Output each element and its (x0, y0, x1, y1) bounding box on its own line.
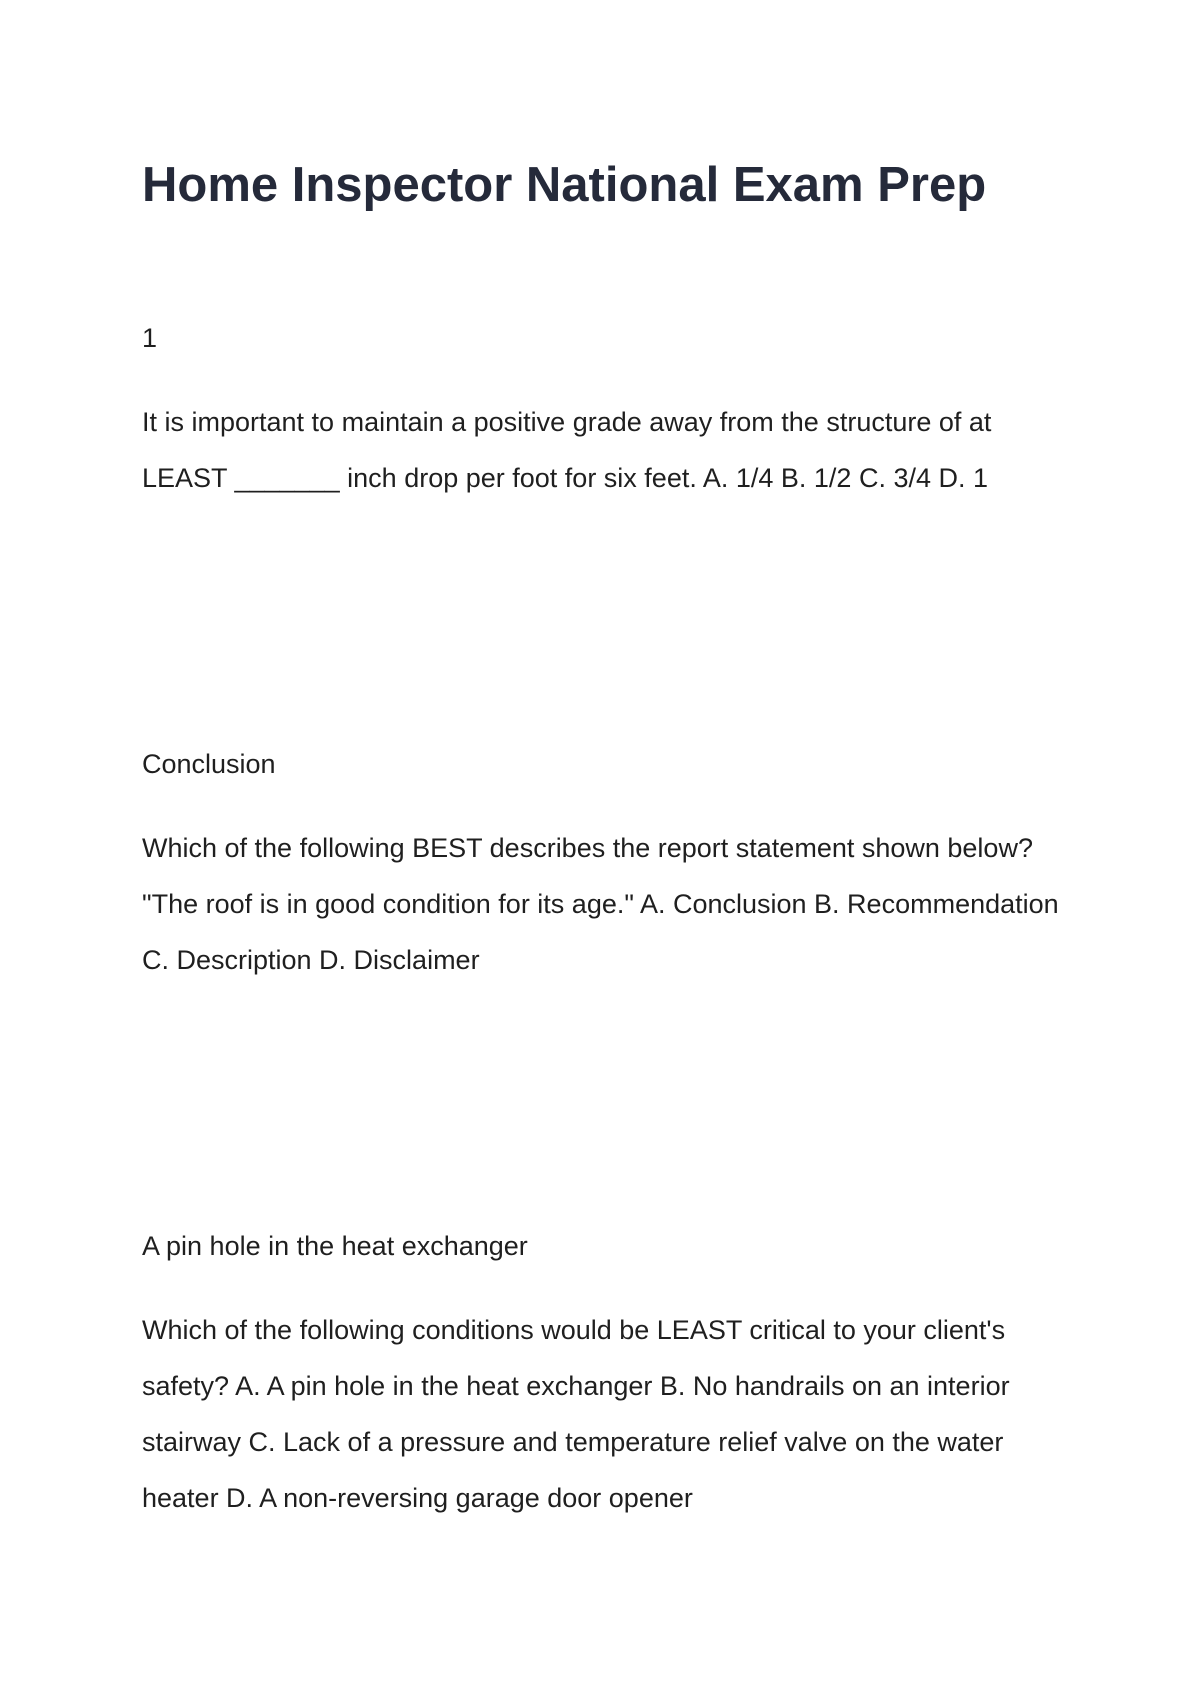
flashcard-question: Which of the following conditions would be LEAST critical to your client's safety? A. A pin hole in the heat exchanger B. No handrails on an interior stairway C. Lack of a pressure and temperature relief valve on the water heater D. A non-reversing garage door opener (142, 1315, 1010, 1513)
flashcard-question: It is important to maintain a positive grade away from the structure of at LEAST _______ inch drop per foot for six feet. A. 1/4 B. 1/2 C. 3/4 D. 1 (142, 407, 992, 493)
flashcard-question: Which of the following BEST describes the report statement shown below? "The roof is in good condition for its age." A. Conclusion B. Recommendation C. Description D. Disclaimer (142, 833, 1059, 975)
flashcard-answer: A pin hole in the heat exchanger (142, 1231, 528, 1261)
flashcard-answer: 1 (142, 323, 158, 353)
flashcard-1 (142, 320, 1062, 506)
flashcard-2 (142, 746, 1062, 988)
flashcard-3 (142, 1228, 1062, 1526)
document-title: Home Inspector National Exam Prep (142, 158, 987, 212)
flashcard-answer: Conclusion (142, 749, 276, 779)
